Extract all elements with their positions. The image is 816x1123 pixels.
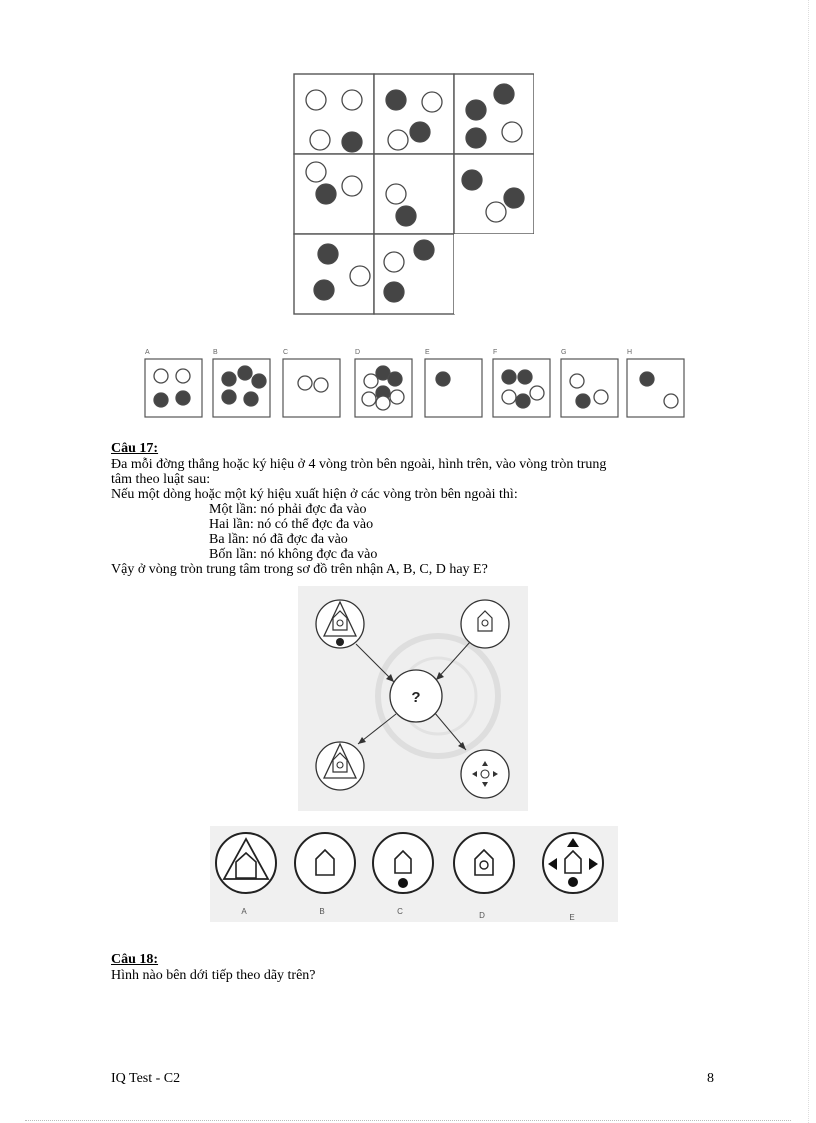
- outer-circle-top-right: [461, 600, 509, 648]
- outer-circle-top-left: [316, 600, 364, 648]
- option-label: G: [561, 349, 567, 356]
- circle-diagram: [298, 586, 528, 811]
- option-circle: [154, 393, 168, 407]
- grid-cell: [374, 234, 454, 314]
- option-circle: [244, 392, 258, 406]
- grid-circle: [384, 282, 404, 302]
- option-circle: [664, 394, 678, 408]
- page-edge-marker: [808, 0, 809, 1123]
- option-circle: [502, 370, 516, 384]
- option-circle: [362, 392, 376, 406]
- grid-circle: [502, 122, 522, 142]
- missing-cell: [454, 234, 534, 314]
- option-circle: [388, 372, 402, 386]
- grid-circle: [384, 252, 404, 272]
- grid-circle: [494, 84, 514, 104]
- grid-circle: [350, 266, 370, 286]
- grid-circle: [414, 240, 434, 260]
- option-circle: [530, 386, 544, 400]
- option-circle: [176, 369, 190, 383]
- rule-twice: Hai lần: nó có thể đợc đa vào: [209, 517, 374, 532]
- answer-choices: [210, 826, 618, 922]
- option-circle: [154, 369, 168, 383]
- option-label: C: [283, 349, 289, 356]
- option-label: B: [213, 349, 218, 356]
- question-18-title: Câu 18:: [111, 952, 159, 967]
- grid-cell: [454, 74, 534, 154]
- question-17-line-3: Nếu một dòng hoặc một ký hiệu xuất hiện ở các vòng tròn bên ngoài thì:: [111, 487, 518, 502]
- grid-circle: [466, 100, 486, 120]
- option-box: [283, 359, 340, 417]
- option-label: F: [493, 349, 498, 356]
- choice-d-label: D: [479, 911, 485, 920]
- puzzle-grid: [292, 72, 534, 318]
- answer-options: [140, 345, 690, 423]
- center-question-mark: ?: [411, 689, 421, 706]
- option-circle: [314, 378, 328, 392]
- question-17-line-1: Đa mỗi đờng thẳng hoặc ký hiệu ở 4 vòng tròn bên ngoài, hình trên, vào vòng tròn trung: [111, 457, 607, 472]
- outer-circle-bottom-right: [461, 750, 509, 798]
- outer-circle-bottom-left: [316, 742, 364, 790]
- choice-b-label: B: [319, 907, 325, 916]
- page-bottom-divider: [25, 1120, 791, 1121]
- option-circle: [436, 372, 450, 386]
- rule-once: Một lần: nó phải đợc đa vào: [209, 502, 367, 517]
- option-circle: [364, 374, 378, 388]
- option-circle: [222, 372, 236, 386]
- option-box: [561, 359, 618, 417]
- grid-circle: [396, 206, 416, 226]
- grid-cell: [374, 74, 454, 154]
- option-circle: [516, 394, 530, 408]
- option-circle: [390, 390, 404, 404]
- option-label: D: [355, 349, 361, 356]
- choice-e-label: E: [569, 913, 575, 922]
- grid-circle: [316, 184, 336, 204]
- option-circle: [518, 370, 532, 384]
- grid-circle: [504, 188, 524, 208]
- page-number: 8: [707, 1071, 714, 1086]
- rule-four-times: Bốn lần: nó không đợc đa vào: [209, 547, 378, 562]
- option-circle: [502, 390, 516, 404]
- option-box: [425, 359, 482, 417]
- option-circle: [238, 366, 252, 380]
- option-circle: [640, 372, 654, 386]
- grid-circle: [422, 92, 442, 112]
- grid-circle: [342, 132, 362, 152]
- grid-circle: [342, 90, 362, 110]
- option-box: [627, 359, 684, 417]
- option-box: [145, 359, 202, 417]
- option-label: H: [627, 349, 633, 356]
- option-circle: [176, 391, 190, 405]
- grid-circle: [410, 122, 430, 142]
- grid-circle: [306, 90, 326, 110]
- grid-circle: [386, 90, 406, 110]
- question-17-question-line: Vậy ở vòng tròn trung tâm trong sơ đồ trên nhận A, B, C, D hay E?: [111, 562, 488, 577]
- option-circle: [376, 396, 390, 410]
- grid-circle: [386, 184, 406, 204]
- grid-circle: [466, 128, 486, 148]
- choice-a-label: A: [241, 907, 247, 916]
- grid-circle: [388, 130, 408, 150]
- question-17-line-2: tâm theo luật sau:: [111, 472, 211, 487]
- grid-circle: [306, 162, 326, 182]
- option-circle: [570, 374, 584, 388]
- center-circle: [390, 670, 442, 722]
- option-label: A: [145, 349, 150, 356]
- option-circle: [298, 376, 312, 390]
- rule-three-times: Ba lần: nó đã đợc đa vào: [209, 532, 348, 547]
- grid-circle: [310, 130, 330, 150]
- option-circle: [222, 390, 236, 404]
- choice-c-label: C: [397, 907, 403, 916]
- grid-circle: [314, 280, 334, 300]
- option-circle: [576, 394, 590, 408]
- grid-circle: [342, 176, 362, 196]
- question-18-line-1: Hình nào bên dới tiếp theo dãy trên?: [111, 968, 316, 983]
- footer-title: IQ Test - C2: [111, 1071, 181, 1086]
- option-circle: [594, 390, 608, 404]
- grid-circle: [462, 170, 482, 190]
- grid-circle: [486, 202, 506, 222]
- question-17-title: Câu 17:: [111, 441, 159, 456]
- option-label: E: [425, 349, 430, 356]
- option-circle: [252, 374, 266, 388]
- grid-circle: [318, 244, 338, 264]
